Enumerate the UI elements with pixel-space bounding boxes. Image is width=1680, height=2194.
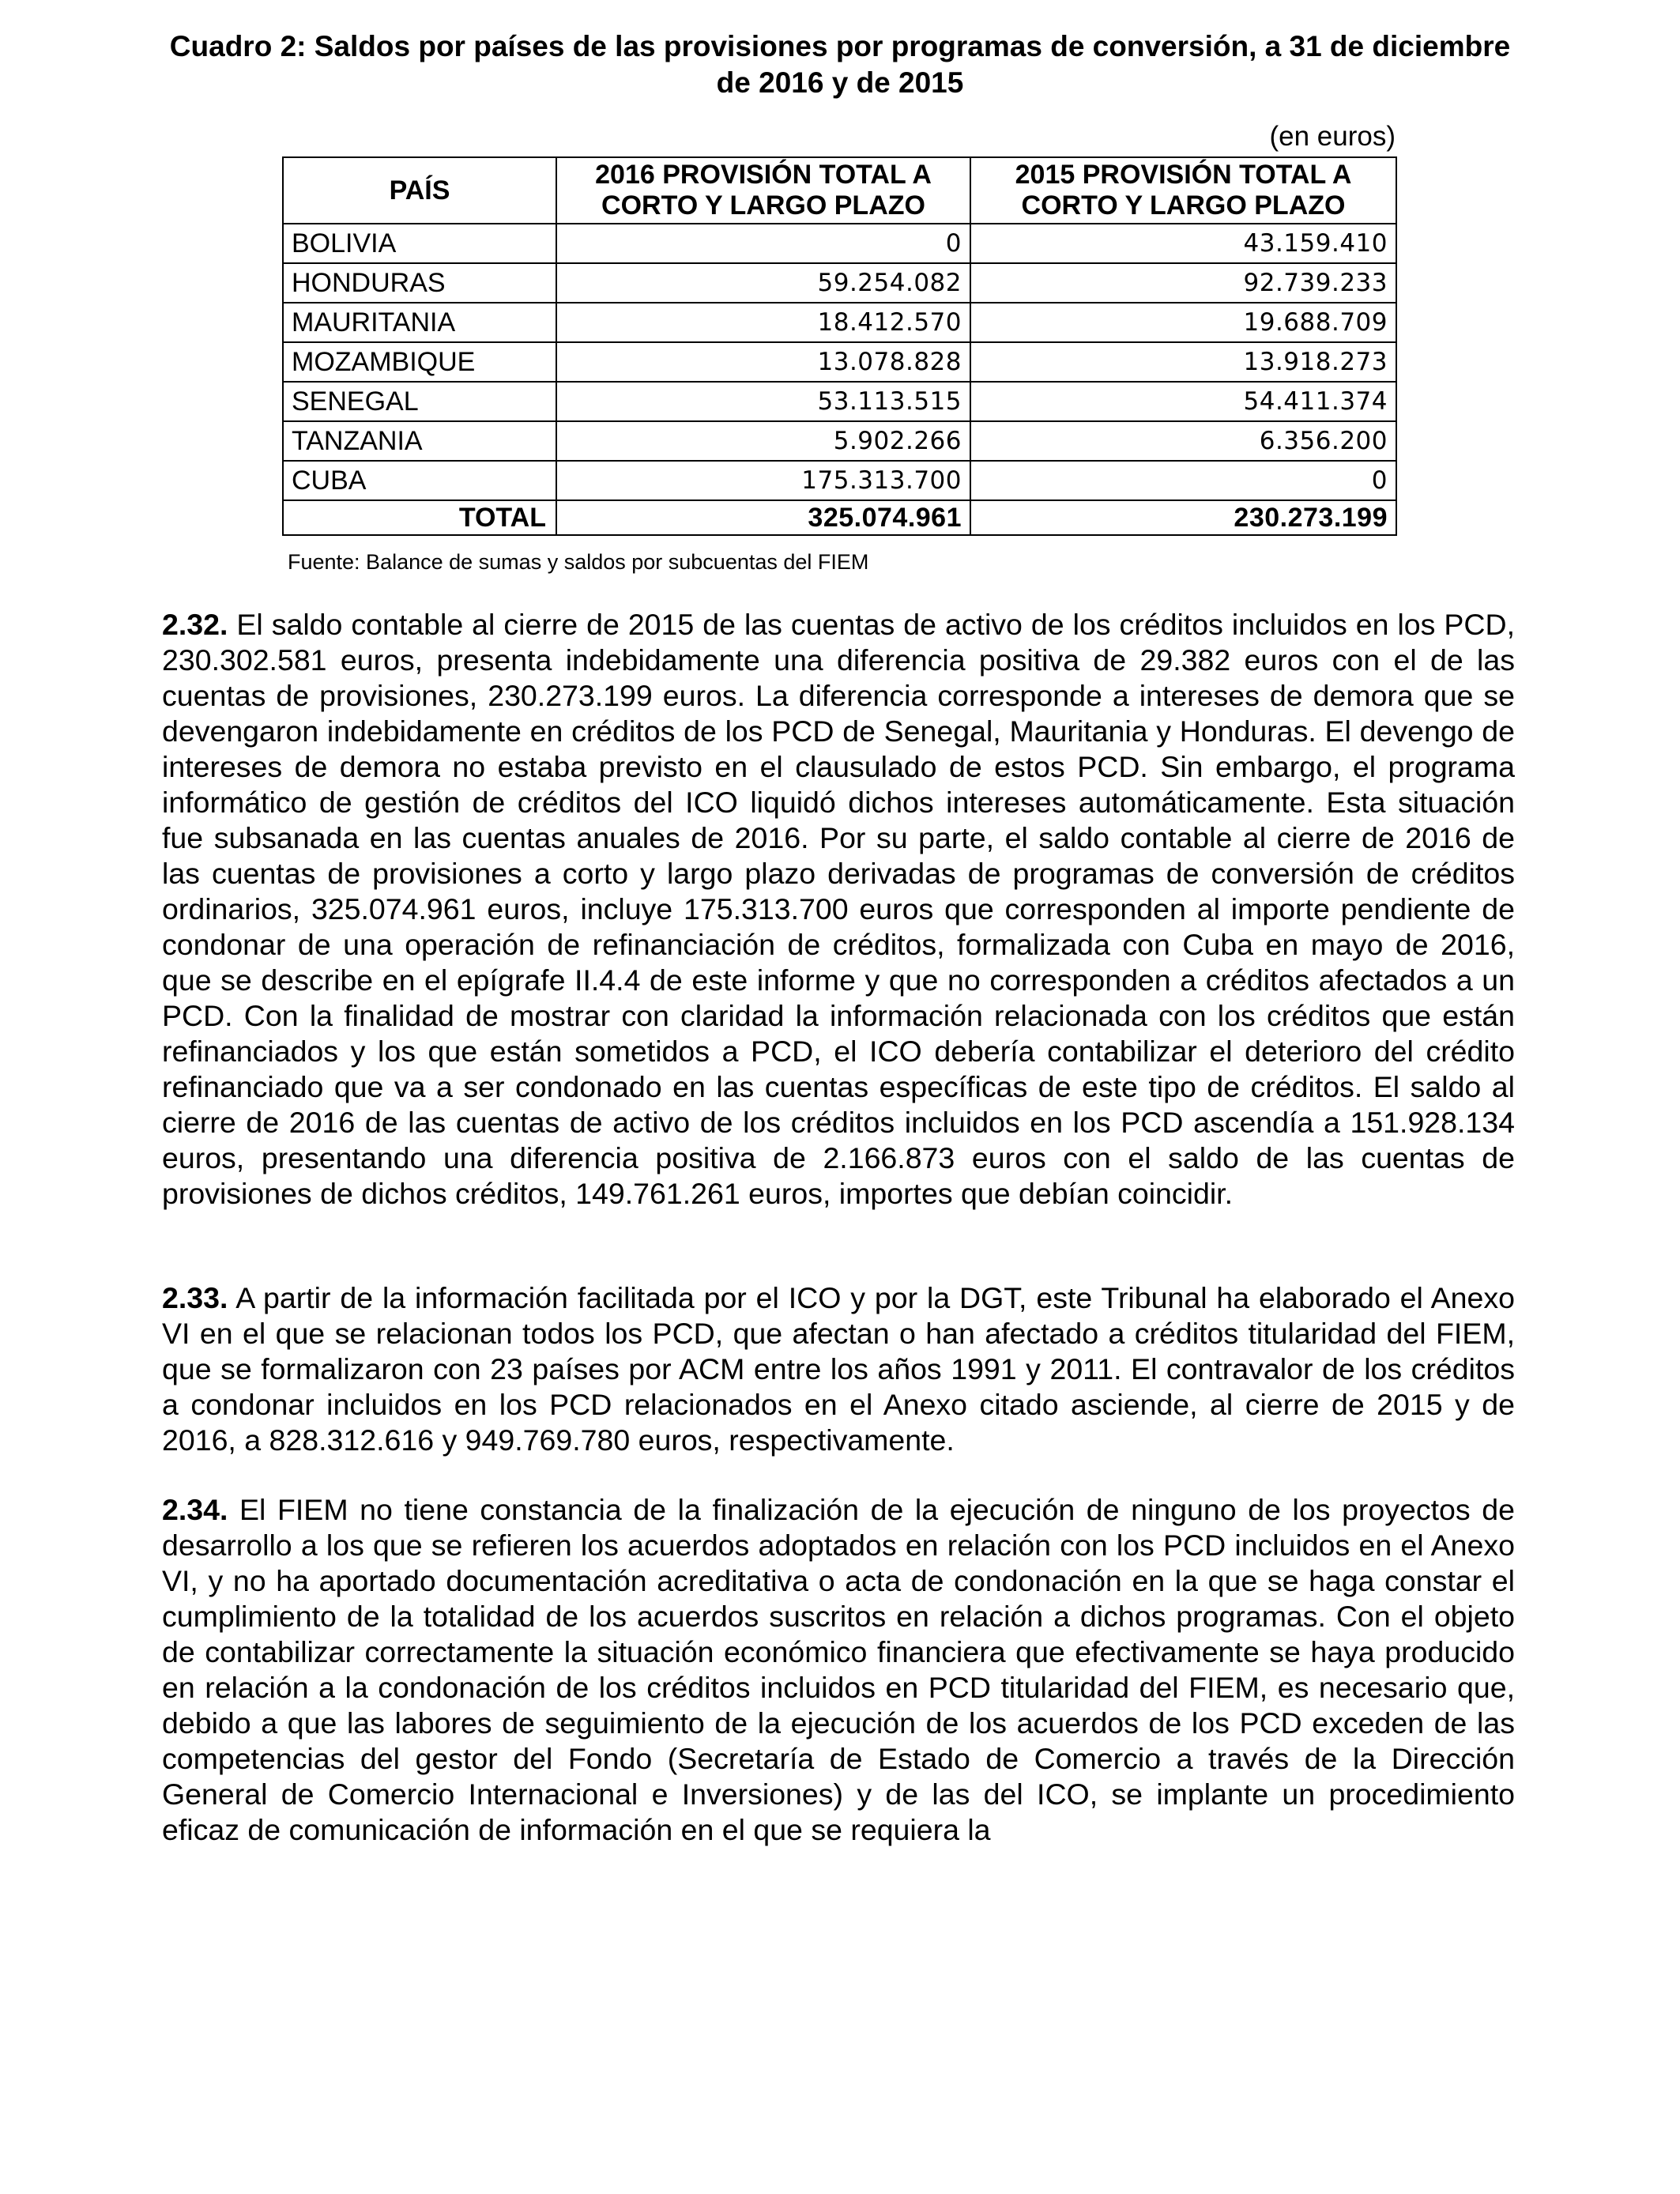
cell-country: MOZAMBIQUE <box>283 342 556 382</box>
paragraph-number: 2.34. <box>162 1493 228 1526</box>
table-row <box>283 303 1396 342</box>
paragraph-number: 2.32. <box>162 608 228 641</box>
total-2016: 325.074.961 <box>556 500 970 535</box>
paragraph-text: El saldo contable al cierre de 2015 de las cuentas de activo de los créditos incluidos en los PCD, 230.302.581 euros, presenta indebidamente una diferencia positiva de 29.382 euros con el de las cuentas de provisiones, 230.273.199 euros. La diferencia corresponde a intereses de demora que se devengaron indebidamente en créditos de los PCD de Senegal, Mauritania y Honduras. El devengo de intereses de demora no estaba previsto en el clausulado de estos PCD. Sin embargo, el programa informático de gestión de créditos del ICO liquidó dichos intereses automáticamente. Esta situación fue subsanada en las cuentas anuales de 2016. Por su parte, el saldo contable al cierre de 2016 de las cuentas de provisiones a corto y largo plazo derivadas de programas de conversión de créditos ordinarios, 325.074.961 euros, incluye 175.313.700 euros que corresponden al importe pendiente de condonar de una operación de refinanciación de créditos, formalizada con Cuba en mayo de 2016, que se describe en el epígrafe II.4.4 de este informe y que no corresponden a créditos afectados a un PCD. Con la finalidad de mostrar con claridad la información relacionada con los créditos que están refinanciados y los que están sometidos a PCD, el ICO debería contabilizar el deterioro del crédito refinanciado que va a ser condonado en las cuentas específicas de este tipo de créditos. El saldo al cierre de 2016 de las cuentas de activo de los créditos incluidos en los PCD ascendía a 151.928.134 euros, presentando una diferencia positiva de 2.166.873 euros con el saldo de las cuentas de provisiones de dichos créditos, 149.761.261 euros, importes que debían coincidir. <box>162 608 1515 1210</box>
cell-country: BOLIVIA <box>283 224 556 263</box>
cell-2016: 59.254.082 <box>556 263 970 303</box>
table-row <box>283 421 1396 461</box>
paragraph-2-32 <box>162 607 1515 1212</box>
table-row <box>283 224 1396 263</box>
table-row <box>283 461 1396 500</box>
paragraph-2-33 <box>162 1280 1515 1458</box>
table-row <box>283 342 1396 382</box>
cell-2016: 53.113.515 <box>556 382 970 421</box>
cell-2015: 43.159.410 <box>970 224 1396 263</box>
total-2015: 230.273.199 <box>970 500 1396 535</box>
cell-2015: 92.739.233 <box>970 263 1396 303</box>
cell-country: MAURITANIA <box>283 303 556 342</box>
table-row <box>283 382 1396 421</box>
cell-2016: 0 <box>556 224 970 263</box>
units-note: (en euros) <box>1269 121 1396 152</box>
cell-2015: 0 <box>970 461 1396 500</box>
table-row <box>283 263 1396 303</box>
cell-country: HONDURAS <box>283 263 556 303</box>
header-2016: 2016 PROVISIÓN TOTAL A CORTO Y LARGO PLAZO <box>556 157 970 224</box>
cell-2016: 18.412.570 <box>556 303 970 342</box>
paragraph-text: A partir de la información facilitada por el ICO y por la DGT, este Tribunal ha elaborado el Anexo VI en el que se relacionan todos los PCD, que afectan o han afectado a créditos titularidad del FIEM, que se formalizaron con 23 países por ACM entre los años 1991 y 2011. El contravalor de los créditos a condonar incluidos en los PCD relacionados en el Anexo citado asciende, al cierre de 2015 y de 2016, a 828.312.616 y 949.769.780 euros, respectivamente. <box>162 1281 1515 1457</box>
cell-2015: 19.688.709 <box>970 303 1396 342</box>
cell-2015: 54.411.374 <box>970 382 1396 421</box>
header-country: PAÍS <box>283 157 556 224</box>
table-total-row <box>283 500 1396 535</box>
paragraph-2-34 <box>162 1492 1515 1848</box>
cell-2016: 13.078.828 <box>556 342 970 382</box>
provisions-table <box>282 156 1397 536</box>
table-title: Cuadro 2: Saldos por países de las provisiones por programas de conversión, a 31 de diciembre de 2016 y de 2015 <box>169 30 1511 99</box>
cell-2016: 5.902.266 <box>556 421 970 461</box>
cell-2015: 6.356.200 <box>970 421 1396 461</box>
paragraph-text: El FIEM no tiene constancia de la finalización de la ejecución de ninguno de los proyectos de desarrollo a los que se refieren los acuerdos adoptados en relación con los PCD incluidos en el Anexo VI, y no ha aportado documentación acreditativa o acta de condonación en la que se haga constar el cumplimiento de la totalidad de los acuerdos suscritos en relación a dichos programas. Con el objeto de contabilizar correctamente la situación económico financiera que efectivamente se haya producido en relación a la condonación de los créditos incluidos en PCD titularidad del FIEM, es necesario que, debido a que las labores de seguimiento de la ejecución de los acuerdos de los PCD exceden de las competencias del gestor del Fondo (Secretaría de Estado de Comercio a través de la Dirección General de Comercio Internacional e Inversiones) y de las del ICO, se implante un procedimiento eficaz de comunicación de información en el que se requiera la <box>162 1493 1515 1846</box>
cell-2016: 175.313.700 <box>556 461 970 500</box>
total-label: TOTAL <box>283 500 556 535</box>
paragraph-number: 2.33. <box>162 1281 228 1314</box>
header-2015: 2015 PROVISIÓN TOTAL A CORTO Y LARGO PLAZO <box>970 157 1396 224</box>
table-header-row <box>283 157 1396 224</box>
table-source-note: Fuente: Balance de sumas y saldos por subcuentas del FIEM <box>288 550 869 574</box>
cell-country: TANZANIA <box>283 421 556 461</box>
cell-country: SENEGAL <box>283 382 556 421</box>
cell-country: CUBA <box>283 461 556 500</box>
cell-2015: 13.918.273 <box>970 342 1396 382</box>
